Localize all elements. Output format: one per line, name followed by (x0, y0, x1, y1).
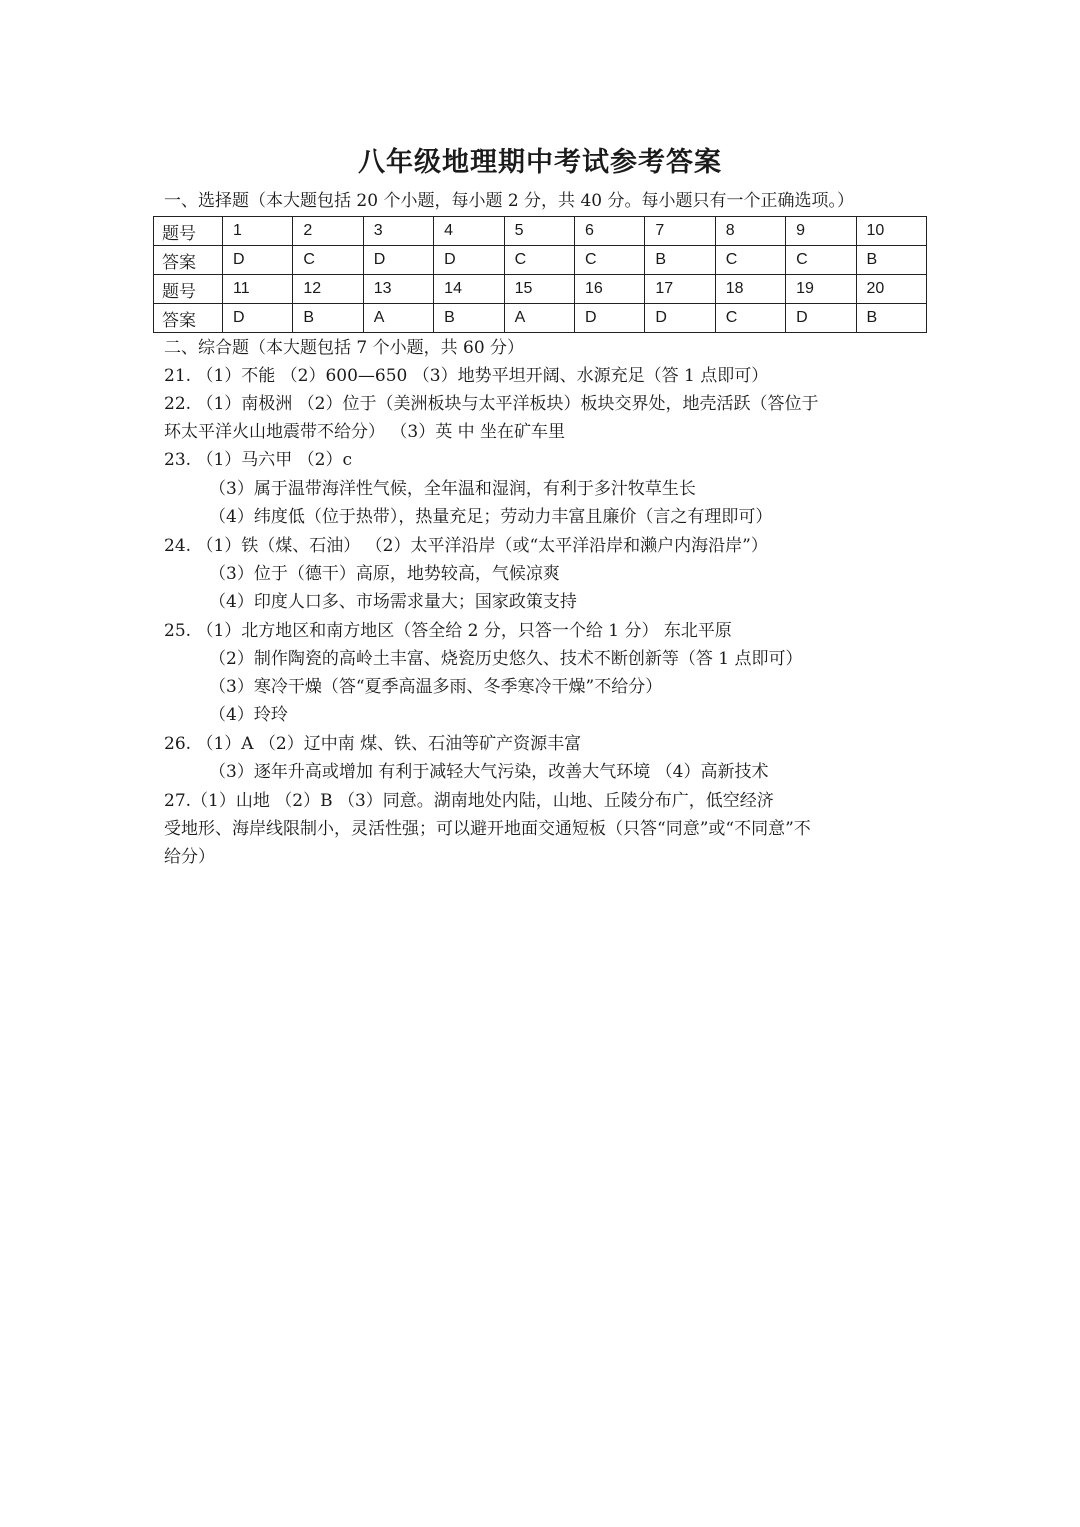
answer-table (153, 216, 927, 333)
table-row-header: 答案 (154, 304, 223, 333)
answer-q25-line2: （2）制作陶瓷的高岭土丰富、烧瓷历史悠久、技术不断创新等（答 1 点即可） (209, 649, 803, 669)
table-cell: C (574, 246, 644, 275)
table-cell: D (223, 246, 293, 275)
table-row-header: 答案 (154, 246, 223, 275)
table-cell: B (293, 304, 363, 333)
answer-q23-line1: 23. （1）马六甲 （2）c (164, 450, 352, 470)
table-row (154, 275, 927, 304)
answer-q27-line2: 受地形、海岸线限制小，灵活性强；可以避开地面交通短板（只答“同意”或“不同意”不 (164, 819, 811, 839)
table-row (154, 217, 927, 246)
table-cell: 19 (786, 275, 856, 304)
answer-q24-line1: 24. （1）铁（煤、石油） （2）太平洋沿岸（或“太平洋沿岸和濑户内海沿岸”） (164, 536, 768, 556)
table-cell: C (715, 246, 785, 275)
answer-q26-line1: 26. （1）A （2）辽中南 煤、铁、石油等矿产资源丰富 (164, 734, 582, 754)
table-cell: B (856, 246, 926, 275)
table-cell: 8 (715, 217, 785, 246)
table-cell: D (786, 304, 856, 333)
answer-q26-line2: （3）逐年升高或增加 有利于减轻大气污染，改善大气环境 （4）高新技术 (209, 762, 769, 782)
answer-q22-line2: 环太平洋火山地震带不给分） （3）英 中 坐在矿车里 (164, 422, 566, 442)
table-row-header: 题号 (154, 217, 223, 246)
table-cell: 10 (856, 217, 926, 246)
answer-q24-line2: （3）位于（德干）高原，地势较高，气候凉爽 (209, 564, 560, 584)
table-cell: 4 (434, 217, 504, 246)
answer-q23-line2: （3）属于温带海洋性气候，全年温和湿润，有利于多汁牧草生长 (209, 479, 696, 499)
table-row (154, 304, 927, 333)
answer-q23-line3: （4）纬度低（位于热带），热量充足；劳动力丰富且廉价（言之有理即可） (209, 507, 773, 527)
table-cell: 20 (856, 275, 926, 304)
section-heading-comprehensive: 二、综合题（本大题包括 7 个小题，共 60 分） (164, 338, 525, 358)
table-cell: 7 (645, 217, 715, 246)
answer-q27-line1: 27.（1）山地 （2）B （3）同意。湖南地处内陆，山地、丘陵分布广，低空经济 (164, 791, 774, 811)
table-cell: 3 (363, 217, 433, 246)
answer-q25-line1: 25. （1）北方地区和南方地区（答全给 2 分，只答一个给 1 分） 东北平原 (164, 621, 732, 641)
table-cell: B (856, 304, 926, 333)
table-cell: C (786, 246, 856, 275)
table-cell: 18 (715, 275, 785, 304)
answer-q25-line3: （3）寒冷干燥（答“夏季高温多雨、冬季寒冷干燥”不给分） (209, 677, 663, 697)
answer-q22-line1: 22. （1）南极洲 （2）位于（美洲板块与太平洋板块）板块交界处，地壳活跃（答位于 (164, 394, 819, 414)
table-cell: B (434, 304, 504, 333)
table-cell: 1 (223, 217, 293, 246)
table-cell: D (645, 304, 715, 333)
table-cell: 2 (293, 217, 363, 246)
answer-q21: 21. （1）不能 （2）600—650 （3）地势平坦开阔、水源充足（答 1 点即可） (164, 366, 769, 386)
answer-q24-line3: （4）印度人口多、市场需求量大；国家政策支持 (209, 592, 577, 612)
table-cell: 16 (574, 275, 644, 304)
table-cell: 12 (293, 275, 363, 304)
section-heading-choice: 一、选择题（本大题包括 20 个小题，每小题 2 分，共 40 分。每小题只有一个正确选项。） (164, 191, 855, 211)
answer-q27-line3: 给分） (164, 847, 215, 867)
table-cell: 5 (504, 217, 574, 246)
table-cell: C (715, 304, 785, 333)
table-row-header: 题号 (154, 275, 223, 304)
table-cell: 15 (504, 275, 574, 304)
table-cell: C (504, 246, 574, 275)
table-cell: B (645, 246, 715, 275)
table-cell: D (223, 304, 293, 333)
table-cell: 13 (363, 275, 433, 304)
table-cell: D (434, 246, 504, 275)
table-cell: 9 (786, 217, 856, 246)
table-row (154, 246, 927, 275)
table-cell: A (504, 304, 574, 333)
table-cell: D (574, 304, 644, 333)
table-cell: 14 (434, 275, 504, 304)
table-cell: A (363, 304, 433, 333)
answer-q25-line4: （4）玲玲 (209, 705, 288, 725)
table-cell: D (363, 246, 433, 275)
table-cell: 11 (223, 275, 293, 304)
table-cell: 17 (645, 275, 715, 304)
table-cell: C (293, 246, 363, 275)
table-cell: 6 (574, 217, 644, 246)
page-title: 八年级地理期中考试参考答案 (358, 147, 722, 178)
